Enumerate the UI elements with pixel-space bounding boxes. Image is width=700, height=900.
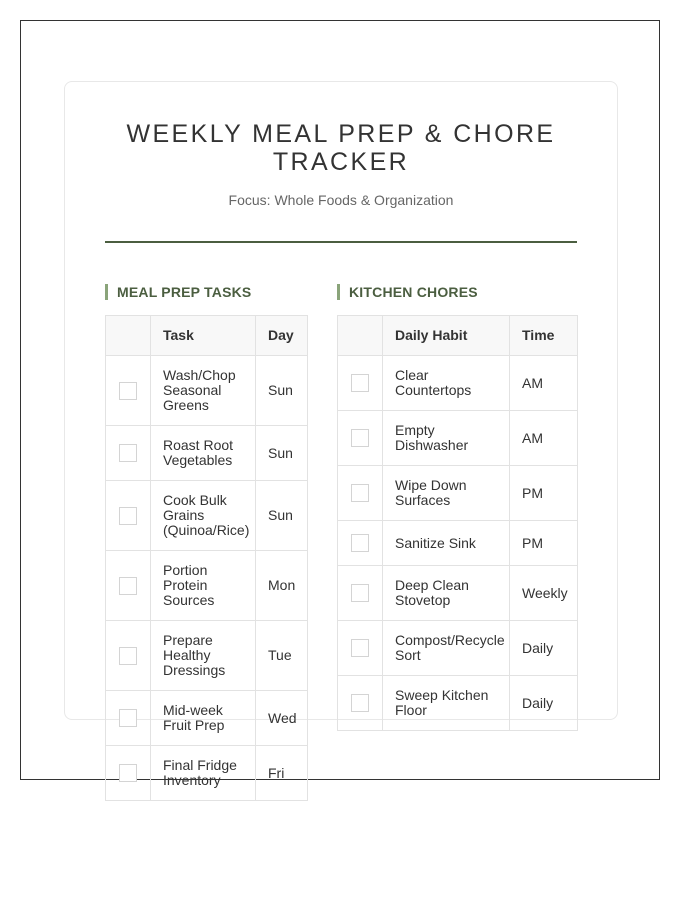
chore-time: AM xyxy=(510,411,578,466)
table-row xyxy=(106,746,308,801)
table-row xyxy=(106,481,308,551)
chore-name: Deep Clean Stovetop xyxy=(383,566,510,621)
page-title: WEEKLY MEAL PREP & CHORE TRACKER xyxy=(126,120,556,176)
chore-checkbox[interactable] xyxy=(351,584,369,602)
task-checkbox[interactable] xyxy=(119,577,137,595)
task-name: Cook Bulk Grains (Quinoa/Rice) xyxy=(151,481,256,551)
table-row xyxy=(106,691,308,746)
task-day: Sun xyxy=(256,426,308,481)
day-column-header: Day xyxy=(256,316,308,356)
table-row xyxy=(338,521,578,566)
table-row xyxy=(338,466,578,521)
task-name: Wash/Chop Seasonal Greens xyxy=(151,356,256,426)
chore-checkbox[interactable] xyxy=(351,374,369,392)
chore-name: Sweep Kitchen Floor xyxy=(383,676,510,731)
task-day: Wed xyxy=(256,691,308,746)
meal-prep-table xyxy=(105,315,308,801)
meal-prep-heading: MEAL PREP TASKS xyxy=(105,284,251,300)
table-row xyxy=(106,551,308,621)
table-row xyxy=(338,356,578,411)
task-day: Sun xyxy=(256,356,308,426)
checkbox-column-header xyxy=(338,316,383,356)
habit-column-header: Daily Habit xyxy=(383,316,510,356)
chore-time: Daily xyxy=(510,676,578,731)
chore-checkbox[interactable] xyxy=(351,484,369,502)
task-name: Roast Root Vegetables xyxy=(151,426,256,481)
task-checkbox[interactable] xyxy=(119,764,137,782)
table-row xyxy=(338,411,578,466)
table-row xyxy=(338,621,578,676)
task-column-header: Task xyxy=(151,316,256,356)
chore-checkbox[interactable] xyxy=(351,694,369,712)
task-name: Prepare Healthy Dressings xyxy=(151,621,256,691)
table-row xyxy=(106,356,308,426)
chore-name: Clear Countertops xyxy=(383,356,510,411)
task-checkbox[interactable] xyxy=(119,709,137,727)
table-row xyxy=(106,426,308,481)
chore-time: Weekly xyxy=(510,566,578,621)
task-name: Portion Protein Sources xyxy=(151,551,256,621)
kitchen-chores-table xyxy=(337,315,578,731)
table-header-row xyxy=(106,316,308,356)
page-subtitle: Focus: Whole Foods & Organization xyxy=(228,192,454,208)
task-day: Fri xyxy=(256,746,308,801)
chore-time: PM xyxy=(510,521,578,566)
chore-name: Compost/Recycle Sort xyxy=(383,621,510,676)
task-checkbox[interactable] xyxy=(119,507,137,525)
task-name: Mid-week Fruit Prep xyxy=(151,691,256,746)
time-column-header: Time xyxy=(510,316,578,356)
chore-checkbox[interactable] xyxy=(351,534,369,552)
chore-checkbox[interactable] xyxy=(351,639,369,657)
chore-name: Wipe Down Surfaces xyxy=(383,466,510,521)
table-row xyxy=(338,566,578,621)
chore-time: PM xyxy=(510,466,578,521)
checkbox-column-header xyxy=(106,316,151,356)
task-day: Mon xyxy=(256,551,308,621)
title-divider xyxy=(105,241,577,243)
chore-name: Sanitize Sink xyxy=(383,521,510,566)
task-day: Sun xyxy=(256,481,308,551)
task-checkbox[interactable] xyxy=(119,444,137,462)
table-header-row xyxy=(338,316,578,356)
chore-time: Daily xyxy=(510,621,578,676)
table-row xyxy=(106,621,308,691)
task-checkbox[interactable] xyxy=(119,382,137,400)
chore-checkbox[interactable] xyxy=(351,429,369,447)
chore-name: Empty Dishwasher xyxy=(383,411,510,466)
task-checkbox[interactable] xyxy=(119,647,137,665)
task-name: Final Fridge Inventory xyxy=(151,746,256,801)
table-row xyxy=(338,676,578,731)
kitchen-chores-heading: KITCHEN CHORES xyxy=(337,284,478,300)
chore-time: AM xyxy=(510,356,578,411)
task-day: Tue xyxy=(256,621,308,691)
